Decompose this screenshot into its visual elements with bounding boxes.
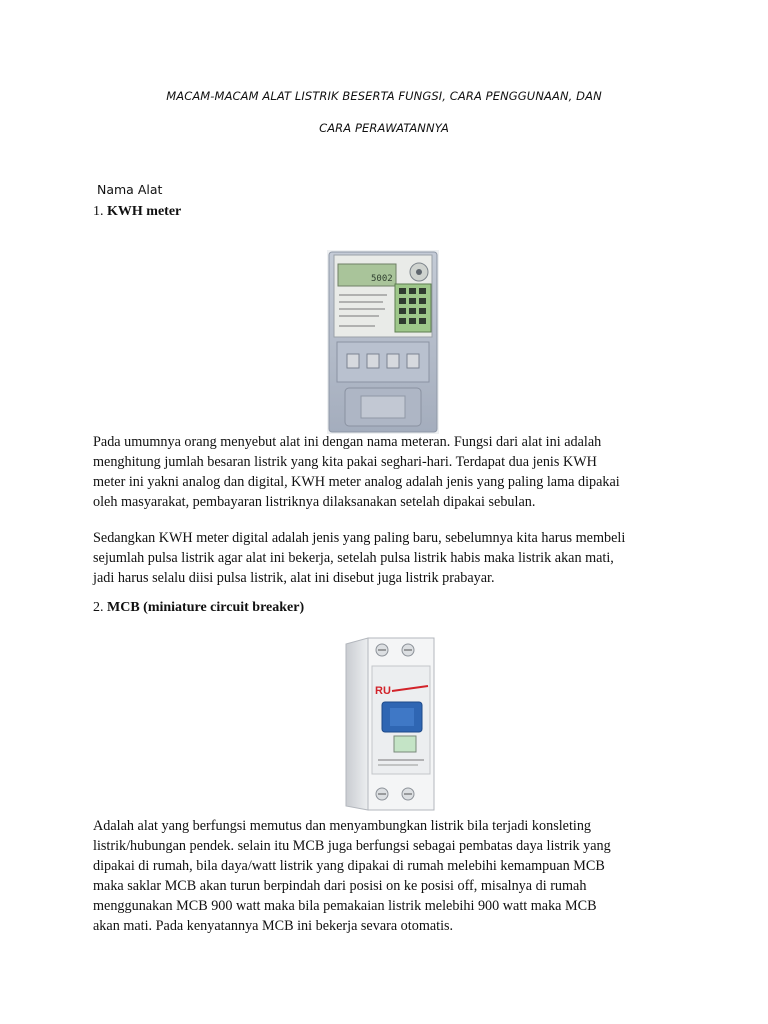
item-2-name: MCB (miniature circuit breaker) — [107, 600, 305, 615]
document-title-line-1: MACAM-MACAM ALAT LISTRIK BESERTA FUNGSI, CARA PENGGUNAAN, DAN — [166, 89, 602, 103]
item-2-paragraph-1 — [93, 816, 683, 936]
text-line: menghitung jumlah besaran listrik yang kita pakai seghari-hari. Terdapat dua jenis KWH — [93, 454, 597, 470]
item-1-paragraph-1 — [93, 432, 683, 512]
svg-text:5002: 5002 — [371, 274, 393, 284]
item-1-paragraph-2 — [93, 528, 683, 588]
text-line: sejumlah pulsa listrik agar alat ini bekerja, setelah pulsa listrik habis maka listrik akan mati, — [93, 550, 614, 566]
item-1-name: KWH meter — [107, 204, 182, 219]
text-line: akan mati. Pada kenyatannya MCB ini bekerja sevara otomatis. — [93, 918, 454, 934]
text-line: Adalah alat yang berfungsi memutus dan menyambungkan listrik bila terjadi konsleting — [93, 818, 592, 834]
mcb-brand-label: RU — [375, 685, 391, 697]
item-1-number: 1. — [93, 204, 104, 219]
text-line: Pada umumnya orang menyebut alat ini dengan nama meteran. Fungsi dari alat ini adalah — [93, 434, 602, 450]
item-2-heading — [93, 600, 304, 616]
kwh-meter-image — [327, 250, 439, 434]
text-line: oleh masyarakat, pembayaran listriknya dilaksanakan setelah dipakai sebulan. — [93, 494, 536, 510]
text-line: jadi harus selalu diisi pulsa listrik, alat ini disebut juga listrik prabayar. — [93, 570, 495, 586]
text-line: maka saklar MCB akan turun berpindah dari posisi on ke posisi off, misalnya di rumah — [93, 878, 587, 894]
document-title-line-2: CARA PERAWATANNYA — [319, 121, 449, 135]
text-line: listrik/hubungan pendek. selain itu MCB juga berfungsi sebagai pembatas daya listrik yang — [93, 838, 611, 854]
item-2-number: 2. — [93, 600, 104, 615]
text-line: Sedangkan KWH meter digital adalah jenis yang paling baru, sebelumnya kita harus membeli — [93, 530, 626, 546]
item-1-heading — [93, 204, 181, 220]
mcb-image — [338, 636, 446, 814]
text-line: meter ini yakni analog dan digital, KWH meter analog adalah jenis yang paling lama dipakai — [93, 474, 620, 490]
text-line: menggunakan MCB 900 watt maka bila pemakaian listrik melebihi 900 watt maka MCB — [93, 898, 597, 914]
section-label: Nama Alat — [97, 182, 163, 197]
text-line: dipakai di rumah, bila daya/watt listrik yang dipakai di rumah melebihi kemampuan MCB — [93, 858, 605, 874]
